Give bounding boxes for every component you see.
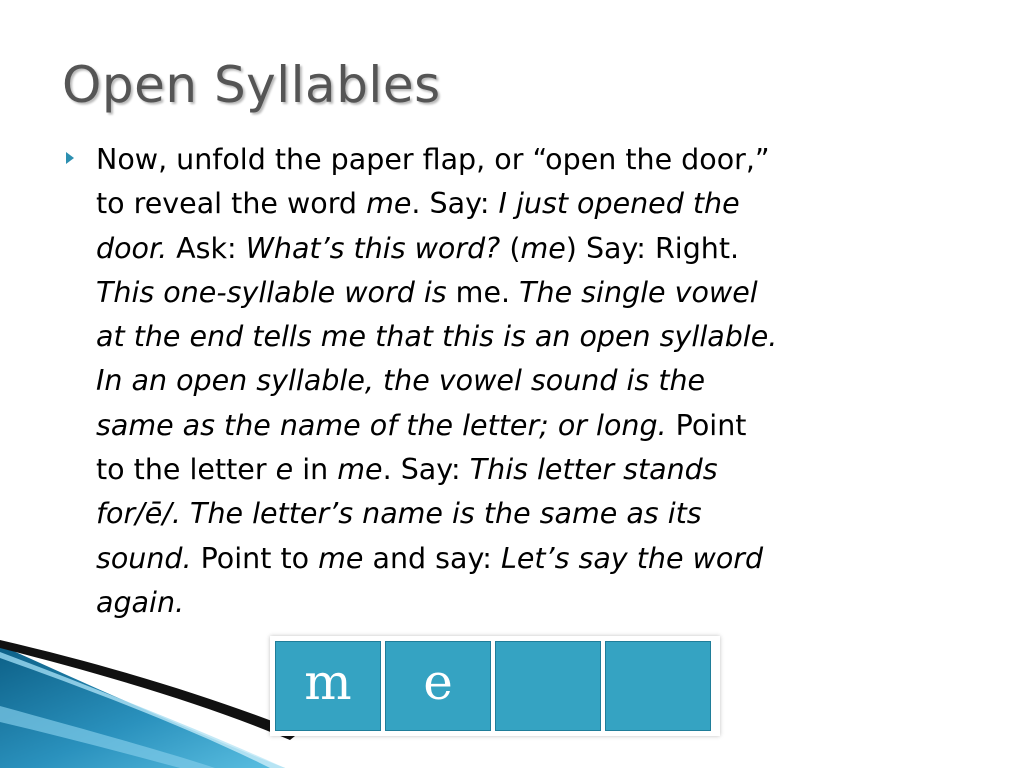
italic-text-run: This letter stands <box>469 453 718 487</box>
text-line <box>96 182 976 226</box>
slide-title: Open Syllables <box>62 56 441 114</box>
text-run: Ask: <box>167 231 246 265</box>
italic-text-run: e <box>275 453 294 487</box>
text-run: . Say: <box>382 453 470 487</box>
text-line <box>96 581 976 625</box>
text-run: Point <box>666 408 747 442</box>
italic-text-run: me <box>520 231 566 265</box>
letter-tile <box>605 641 711 731</box>
text-run: ( <box>500 231 521 265</box>
text-run: in <box>293 453 338 487</box>
text-line <box>96 138 976 182</box>
letter-tile-group <box>270 636 720 736</box>
text-line <box>96 537 976 581</box>
text-line <box>96 404 976 448</box>
italic-text-run: In an open syllable, the vowel sound is the <box>96 364 706 398</box>
italic-text-run: This one-syllable word is <box>96 275 447 309</box>
text-line <box>96 271 976 315</box>
text-run: . Say: <box>411 187 499 221</box>
italic-text-run: at the end tells me that this is an open syllable. <box>96 320 778 354</box>
text-run: to the letter <box>96 453 276 487</box>
italic-text-run: me <box>318 541 364 575</box>
text-run: me. <box>446 275 520 309</box>
letter-tile: m <box>275 641 381 731</box>
italic-text-run: What’s this word? <box>245 231 501 265</box>
text-line <box>96 448 976 492</box>
italic-text-run: door. <box>96 231 168 265</box>
italic-text-run: for/ē/. The letter’s name is the same as its <box>96 497 702 531</box>
italic-text-run: same as the name of the letter; or long. <box>96 408 667 442</box>
letter-tile: e <box>385 641 491 731</box>
italic-text-run: again. <box>96 585 185 619</box>
italic-text-run: sound. <box>96 541 192 575</box>
text-line <box>96 227 976 271</box>
italic-text-run: me <box>337 453 383 487</box>
triangle-bullet-icon <box>66 152 74 164</box>
text-run: Point to <box>191 541 319 575</box>
italic-text-run: me <box>366 187 412 221</box>
text-line <box>96 359 976 403</box>
bullet-paragraph <box>96 138 976 625</box>
letter-tile <box>495 641 601 731</box>
italic-text-run: I just opened the <box>498 187 740 221</box>
italic-text-run: Let’s say the word <box>500 541 764 575</box>
text-line <box>96 315 976 359</box>
text-run: to reveal the word <box>96 187 367 221</box>
text-line <box>96 492 976 536</box>
italic-text-run: The single vowel <box>519 275 758 309</box>
text-run: Now, unfold the paper flap, or “open the door,” <box>96 143 770 176</box>
text-run: ) Say: Right. <box>565 231 740 265</box>
text-run: and say: <box>363 541 501 575</box>
